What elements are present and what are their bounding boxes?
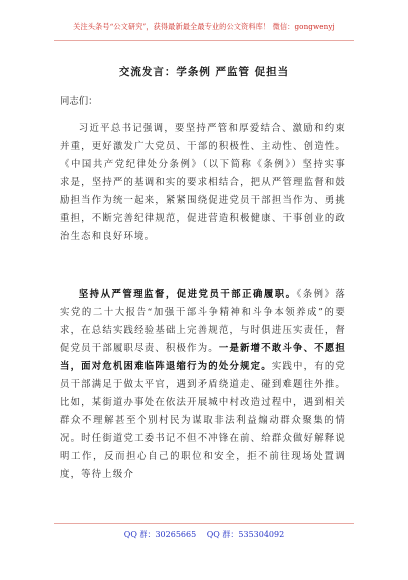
header-banner: 关注头条号“公文研究”，获得最新最全最专业的公文资料库！ 微信：gongwenyj	[73, 22, 335, 31]
paragraph-1: 习近平总书记强调，要坚持严管和厚爱结合、激励和约束并重，更好激发广大党员、干部的积极性、主动性、创造性。《中国共产党纪律处分条例》（以下简称《条例》）坚持实事求是，坚持严的基调和实的要求相结合，把从严管理监督和鼓励担当作为统一起来，紧紧围绕促进党员干部担当作为、勇挑重担，不断完善纪律规范，促进营造积极健康、干事创业的政治生态和良好环境。	[60, 123, 346, 242]
header-divider	[54, 40, 354, 41]
paragraph-2-text-b: 实践中，有的党员干部满足于做太平官，遇到矛盾绕道走、碰到难题往外推。比如，某街道办事处在依法开展城中村改造过程中，遇到相关群众不理解甚至个别村民为谋取非法利益煽动群众聚集的情况。时任街道党工委书记不但不冲锋在前、给群众做好解释说明工作，反而担心自己的职位和安全，拒不前往现场处置调度，等待上级介	[60, 361, 346, 480]
paragraph-2-bold: 一是新增不敢斗争、不愿担当，面对危机困难临阵退缩行为的处分规定。	[60, 343, 346, 372]
footer-qq-group-1: QQ 群：30265665	[123, 530, 197, 539]
footer-divider	[54, 523, 354, 524]
footer-qq-group-2: QQ 群：535304092	[206, 530, 285, 539]
paragraph-2-text-a: 《条例》落实党的二十大报告“加强干部斗争精神和斗争本领养成”的要求，在总结实践经验基础上完善规范，与时俱进压实责任，督促党员干部履职尽责、积极作为。	[60, 289, 346, 354]
footer	[0, 529, 408, 540]
document-title: 交流发言：学条例 严监管 促担当	[118, 66, 290, 78]
greeting: 同志们：	[60, 96, 98, 107]
paragraph-2	[60, 286, 346, 484]
paragraph-2-lead: 坚持从严管理监督，促进党员干部正确履职。	[78, 289, 297, 300]
